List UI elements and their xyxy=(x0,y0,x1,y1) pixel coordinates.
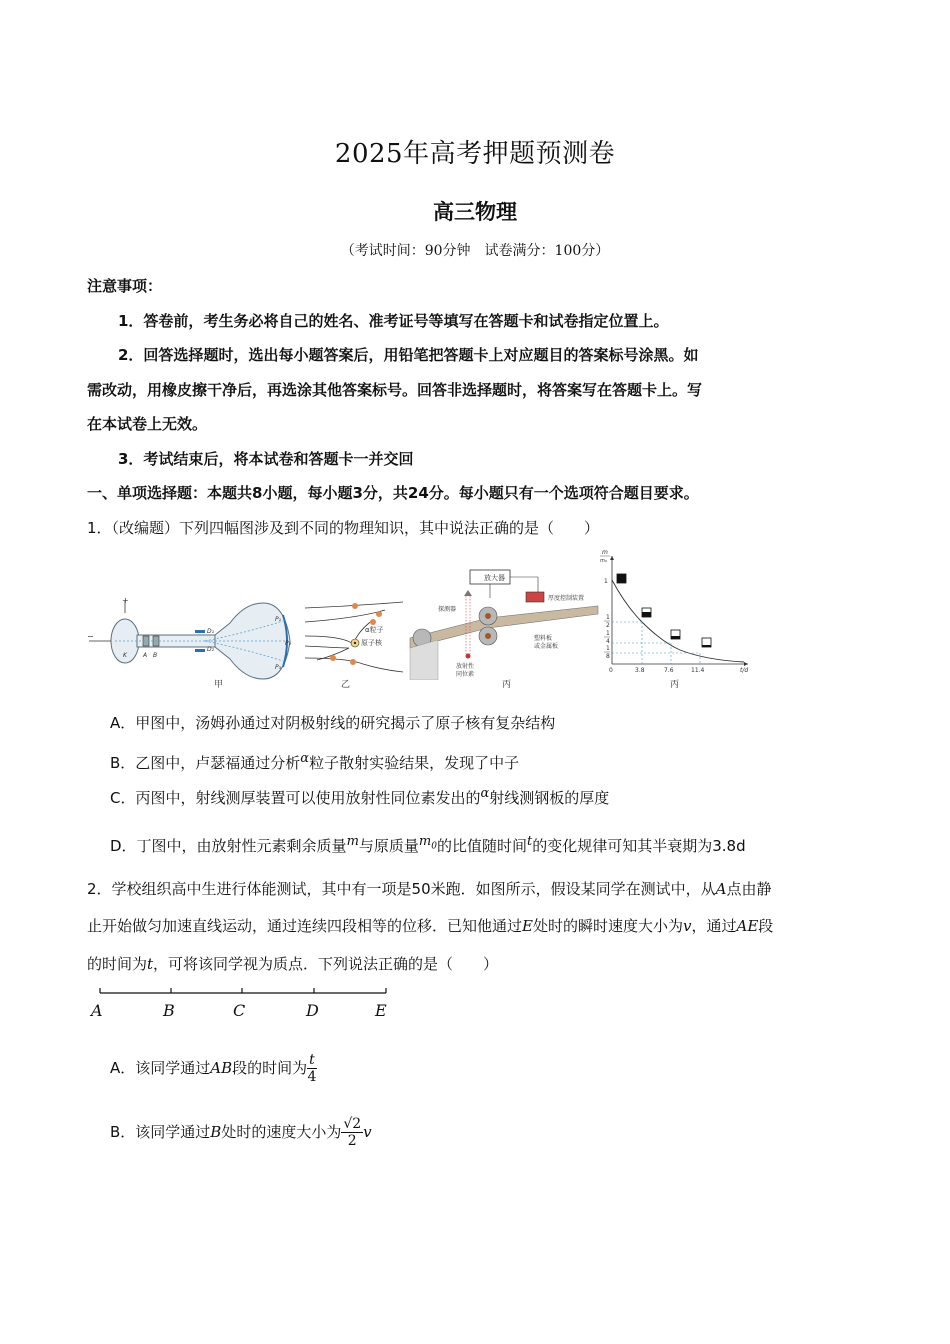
question-2-stem-line-3: 的时间为t，可将该同学视为质点．下列说法正确的是（ ） xyxy=(87,955,499,973)
ding-y-half-den: 2 xyxy=(606,622,610,629)
ding-x-1: 3.8 xyxy=(635,667,645,674)
figure-jia-cathode-ray-tube xyxy=(85,593,295,688)
jia-A: A xyxy=(143,652,148,659)
bing-plate-1: 塑料板 xyxy=(534,635,553,642)
ding-x-0: 0 xyxy=(609,667,613,674)
jia-plus: + xyxy=(122,596,129,605)
ding-y-1: 1 xyxy=(604,578,608,585)
notice-heading: 注意事项： xyxy=(87,277,163,295)
ding-y-eighth-den: 8 xyxy=(606,653,610,660)
question-1-option-d: D．丁图中，由放射性元素剩余质量$^m$与原质量$^{m_0}$的比值随时间$^t$的变化规律可知其半衰期为3.8d xyxy=(110,834,746,855)
question-1-option-c: C．丙图中，射线测厚装置可以使用放射性同位素发出的$^\alpha$射线测钢板的厚度 xyxy=(110,786,610,807)
question-2-stem-line-2: 止开始做匀加速直线运动，通过连续四段相等的位移．已知他通过E处时的瞬时速度大小为v，通过AE段 xyxy=(87,917,774,935)
ding-x-2: 7.6 xyxy=(664,667,674,674)
bing-detector: 探测器 xyxy=(438,606,457,613)
bing-source-1: 放射性 xyxy=(456,663,475,670)
yi-alpha-label: α粒子 xyxy=(365,626,384,634)
ding-x-3: 11.4 xyxy=(691,667,705,674)
jia-minus: − xyxy=(87,632,94,641)
question-1-option-b: B．乙图中，卢瑟福通过分析$^\alpha$粒子散射实验结果，发现了中子 xyxy=(110,751,520,772)
jia-D1: D₁ xyxy=(207,628,215,635)
bing-control: 厚度控制装置 xyxy=(548,595,585,602)
jia-P1: P₁ xyxy=(275,616,282,623)
figure-track-abcde xyxy=(86,984,396,1024)
ding-y-den: m₀ xyxy=(600,558,607,564)
figure-yi-label: 乙 xyxy=(341,680,351,690)
bing-plate-2: 或金属板 xyxy=(534,643,559,650)
track-point-e: E xyxy=(375,1001,387,1020)
bing-source-2: 同位素 xyxy=(456,671,475,678)
notice-item-2-line-2: 需改动，用橡皮擦干净后，再选涂其他答案标号。回答非选择题时，将答案写在答题卡上。写 xyxy=(87,381,703,399)
fraction-sqrt2-over-2: $\frac{√2}{2}$ xyxy=(343,1116,362,1149)
ding-y-num: m xyxy=(602,549,608,556)
ding-y-quarter-num: 1 xyxy=(606,630,610,637)
figure-ding-label: 丙 xyxy=(670,680,680,690)
question-2-stem-line-1: 2．学校组织高中生进行体能测试，其中有一项是50米跑．如图所示，假设某同学在测试中，从A点由静 xyxy=(87,880,772,898)
exam-info: （考试时间：90分钟 试卷满分：100分） xyxy=(340,243,610,259)
section-heading: 一、单项选择题：本题共8小题，每小题3分，共24分。每小题只有一个选项符合题目要求。 xyxy=(87,484,699,502)
jia-B: B xyxy=(153,652,158,659)
bing-amplifier: 放大器 xyxy=(484,574,505,582)
notice-item-1: 1．答卷前，考生务必将自己的姓名、准考证号等填写在答题卡和试卷指定位置上。 xyxy=(118,312,669,330)
track-point-c: C xyxy=(233,1001,246,1020)
figure-bing-thickness-gauge xyxy=(408,568,603,680)
question-2-option-a: A．该同学通过AB段的时间为 $\frac{t}{4}$ xyxy=(110,1052,317,1085)
ding-y-quarter-den: 4 xyxy=(606,638,610,645)
question-2-option-b: B．该同学通过B处时的速度大小为 $\frac{√2}{2}$ v xyxy=(110,1116,372,1149)
figure-bing-label: 丙 xyxy=(502,680,512,690)
figure-yi-alpha-scattering xyxy=(303,600,408,675)
page-subtitle: 高三物理 xyxy=(433,200,517,224)
track-point-a: A xyxy=(91,1001,103,1020)
jia-P2: P₂ xyxy=(285,640,292,647)
jia-D2: D₂ xyxy=(207,646,215,653)
question-1-stem: 1．（改编题）下列四幅图涉及到不同的物理知识，其中说法正确的是（ ） xyxy=(87,519,600,537)
fraction-t-over-4: $\frac{t}{4}$ xyxy=(307,1052,317,1085)
ding-y-half-num: 1 xyxy=(606,614,610,621)
notice-item-3: 3．考试结束后，将本试卷和答题卡一并交回 xyxy=(118,450,414,468)
page-title: 2025年高考押题预测卷 xyxy=(334,139,616,169)
notice-item-2-line-3: 在本试卷上无效。 xyxy=(87,415,208,433)
jia-P3: P₃ xyxy=(275,664,282,671)
notice-item-2-line-1: 2．回答选择题时，选出每小题答案后，用铅笔把答题卡上对应题目的答案标号涂黑。如 xyxy=(118,346,699,364)
track-point-d: D xyxy=(306,1001,319,1020)
yi-nucleus-label: 原子核 xyxy=(361,639,382,647)
question-1-option-a: A．甲图中，汤姆孙通过对阴极射线的研究揭示了原子核有复杂结构 xyxy=(110,714,556,732)
track-point-b: B xyxy=(163,1001,175,1020)
figure-ding-decay-curve xyxy=(596,546,756,674)
ding-y-eighth-num: 1 xyxy=(606,645,610,652)
ding-x-unit: t/d xyxy=(740,667,749,674)
figure-jia-label: 甲 xyxy=(214,680,224,690)
jia-K: K xyxy=(123,652,127,659)
